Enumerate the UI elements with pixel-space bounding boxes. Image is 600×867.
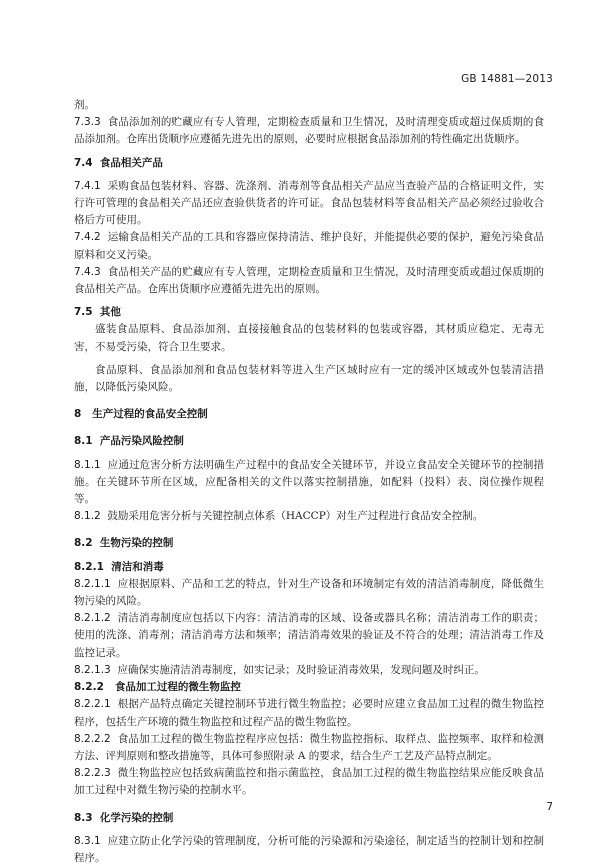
subsection-heading-8-2-2: 8.2.2 食品加工过程的微生物监控 xyxy=(74,681,241,694)
clause-8-1-1 xyxy=(74,457,544,509)
clause-7-3-3 xyxy=(74,114,544,148)
section-heading-7-4: 7.4 食品相关产品 xyxy=(74,156,163,169)
clause-text: 清洁消毒制度应包括以下内容：清洁消毒的区域、设备或器具名称；清洁消毒工作的职责；使用的洗涤、消毒剂；清洁消毒方法和频率；清洁消毒效果的验证及不符合的处理；清洁消毒工作及监控记录。 xyxy=(74,612,544,659)
clause-text: 采购食品包装材料、容器、洗涤剂、消毒剂等食品相关产品应当查验产品的合格证明文件，实行许可管理的食品相关产品还应查验供货者的许可证。食品包装材料等食品相关产品必须经过验收合格后方可使用。 xyxy=(74,179,544,227)
clause-number: 8.2.1.1 xyxy=(74,577,111,590)
clause-number: 8.1.2 xyxy=(74,510,101,523)
clause-number: 8.2.2.1 xyxy=(74,698,111,711)
subsection-heading-8-2-1: 8.2.1 清洁和消毒 xyxy=(74,560,164,573)
clause-text: 运输食品相关产品的工具和容器应保持清洁、维护良好，并能提供必要的保护，避免污染食品原料和交叉污染。 xyxy=(74,231,544,261)
clause-text: 食品加工过程的微生物监控程序应包括：微生物监控指标、取样点、监控频率、取样和检测方法、评判原则和整改措施等，具体可参照附录 A 的要求，结合生产工艺及产品特点制定。 xyxy=(74,732,544,762)
clause-8-2-2-3 xyxy=(74,765,544,799)
clause-text: 微生物监控应包括致病菌监控和指示菌监控，食品加工过程的微生物监控结果应能反映食品加工过程中对微生物污染的控制水平。 xyxy=(74,767,544,797)
clause-7-4-1 xyxy=(74,178,544,230)
clause-text: 食品相关产品的贮藏应有专人管理，定期检查质量和卫生情况，及时清理变质或超过保质期的食品相关产品。仓库出货顺序应遵循先进先出的原则。 xyxy=(74,265,544,296)
clause-number: 8.2.2.3 xyxy=(74,767,111,780)
clause-8-2-1-3 xyxy=(74,662,544,679)
section-heading-7-5: 7.5 其他 xyxy=(74,306,121,319)
clause-number: 7.4.3 xyxy=(74,265,101,278)
clause-number: 7.3.3 xyxy=(74,116,101,129)
clause-number: 8.2.2.2 xyxy=(74,732,111,745)
clause-text: 应建立防止化学污染的管理制度，分析可能的污染源和污染途径，制定适当的控制计划和控制程序。 xyxy=(74,834,544,864)
clause-number: 8.2.1.3 xyxy=(74,663,111,676)
clause-text: 根据产品特点确定关键控制环节进行微生物监控；必要时应建立食品加工过程的微生物监控程序，包括生产环境的微生物监控和过程产品的微生物监控。 xyxy=(74,698,544,728)
document-body xyxy=(74,97,544,867)
clause-text: 应确保实施清洁消毒制度，如实记录；及时验证消毒效果，发现问题及时纠正。 xyxy=(117,663,485,676)
clause-text: 应根据原料、产品和工艺的特点，针对生产设备和环境制定有效的清洁消毒制度，降低微生物污染的风险。 xyxy=(74,577,544,608)
clause-number: 8.3.1 xyxy=(74,834,101,847)
clause-number: 8.1.1 xyxy=(74,458,101,471)
section-heading-8-1: 8.1 产品污染风险控制 xyxy=(74,435,184,448)
clause-text: 鼓励采用危害分析与关键控制点体系（HACCP）对生产过程进行食品安全控制。 xyxy=(107,510,484,523)
clause-text: 应通过危害分析方法明确生产过程中的食品安全关键环节，并设立食品安全关键环节的控制措施。在关键环节所在区域，应配备相关的文件以落实控制措施，如配料（投料）表、岗位操作规程等。 xyxy=(74,458,544,506)
section-heading-8-2: 8.2 生物污染的控制 xyxy=(74,537,174,550)
paragraph-continuation: 剂。 xyxy=(74,99,95,111)
paragraph-buffer-area: 食品原料、食品添加剂和食品包装材料等进入生产区域时应有一定的缓冲区域或外包装清洁措施，以降低污染风险。 xyxy=(74,363,544,394)
clause-text: 食品添加剂的贮藏应有专人管理，定期检查质量和卫生情况，及时清理变质或超过保质期的食品添加剂。仓库出货顺序应遵循先进先出的原则，必要时应根据食品添加剂的特性确定出货顺序。 xyxy=(74,116,544,146)
section-heading-8-3: 8.3 化学污染的控制 xyxy=(74,811,174,824)
clause-8-2-1-1 xyxy=(74,576,544,610)
clause-number: 8.2.1.2 xyxy=(74,612,111,625)
clause-7-4-3 xyxy=(74,264,544,298)
clause-number: 7.4.2 xyxy=(74,231,101,244)
clause-8-2-1-2 xyxy=(74,610,544,662)
clause-number: 7.4.1 xyxy=(74,179,101,192)
clause-8-2-2-1 xyxy=(74,696,544,730)
page-number: 7 xyxy=(546,801,553,813)
paragraph-packaging-containers: 盛装食品原料、食品添加剂、直接接触食品的包装材料的包装或容器，其材质应稳定、无毒无害，不易受污染，符合卫生要求。 xyxy=(74,323,544,353)
standard-code: GB 14881—2013 xyxy=(461,73,553,85)
clause-8-2-2-2 xyxy=(74,731,544,765)
chapter-heading-8: 8 生产过程的食品安全控制 xyxy=(74,408,208,421)
clause-8-1-2 xyxy=(74,508,544,525)
clause-7-4-2 xyxy=(74,229,544,263)
